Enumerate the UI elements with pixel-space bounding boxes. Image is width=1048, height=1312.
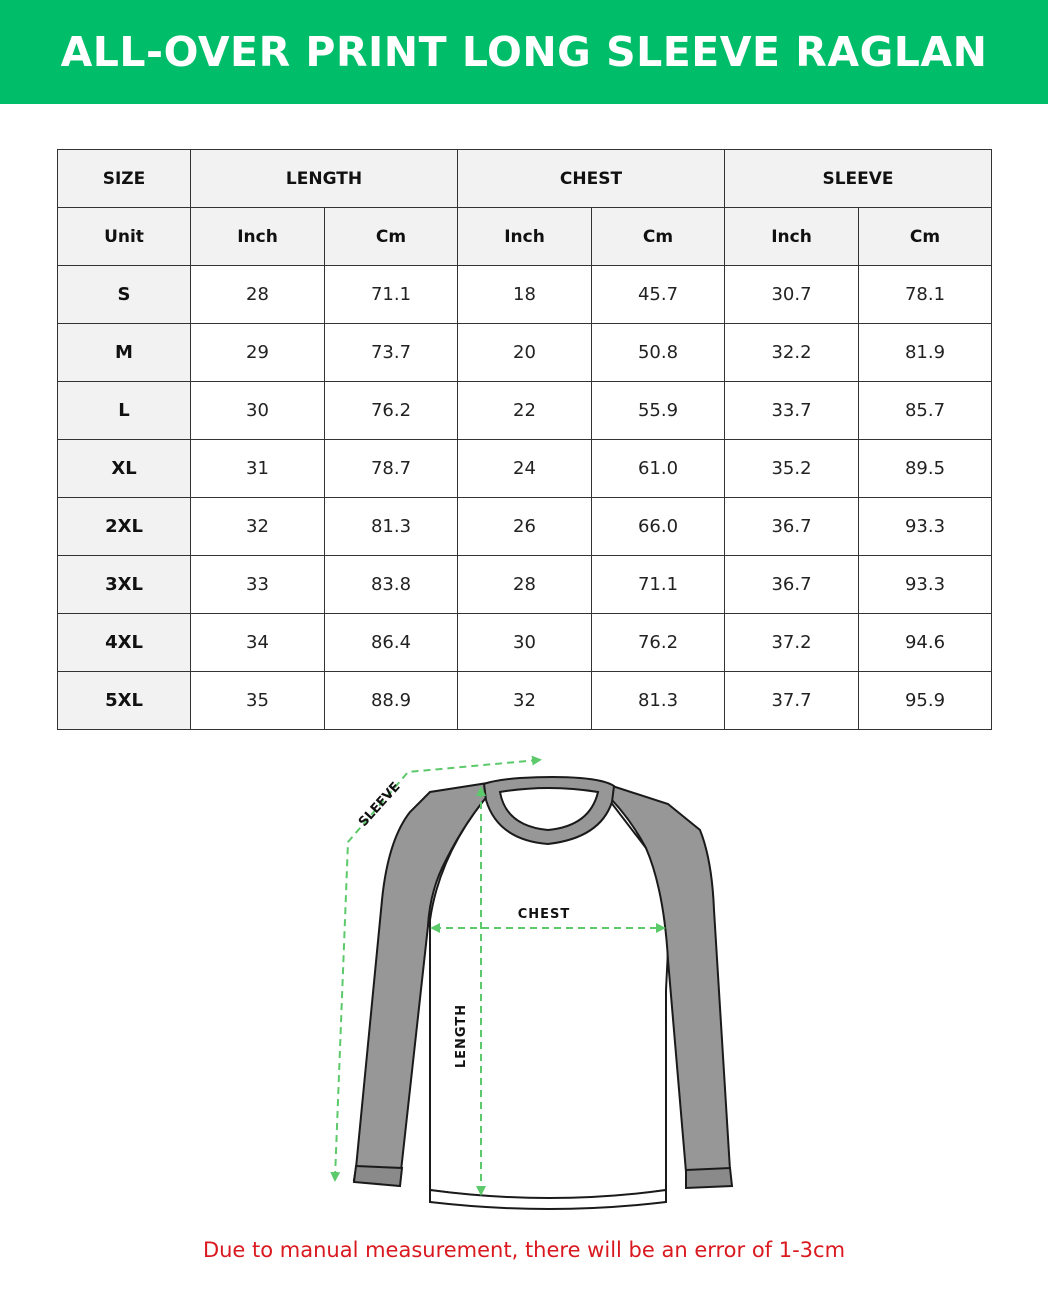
length-inch-cell: 30 (191, 382, 325, 440)
length-cm-cell: 78.7 (325, 440, 458, 498)
sleeve-inch-cell: 36.7 (725, 498, 859, 556)
header-size: SIZE (58, 150, 191, 208)
chest-inch-cell: 18 (458, 266, 592, 324)
size-cell: XL (58, 440, 191, 498)
length-cm-cell: 76.2 (325, 382, 458, 440)
length-cm-cell: 71.1 (325, 266, 458, 324)
length-inch-cell: 31 (191, 440, 325, 498)
size-cell: 3XL (58, 556, 191, 614)
chest-inch-cell: 22 (458, 382, 592, 440)
sleeve-inch-cell: 32.2 (725, 324, 859, 382)
sleeve-cm-cell: 93.3 (859, 556, 992, 614)
sleeve-inch-cell: 35.2 (725, 440, 859, 498)
measurement-note: Due to manual measurement, there will be an error of 1-3cm (202, 1238, 846, 1262)
title-banner (0, 0, 1048, 104)
header-unit: Unit (58, 208, 191, 266)
header-length: LENGTH (191, 150, 458, 208)
sleeve-cm-cell: 85.7 (859, 382, 992, 440)
table-row (58, 324, 992, 382)
chest-cm-cell: 61.0 (592, 440, 725, 498)
right-cuff (686, 1168, 732, 1188)
table-row (58, 556, 992, 614)
length-cm-cell: 83.8 (325, 556, 458, 614)
unit-sleeve-inch: Inch (725, 208, 859, 266)
table-row (58, 266, 992, 324)
length-inch-cell: 32 (191, 498, 325, 556)
table-row (58, 382, 992, 440)
length-inch-cell: 29 (191, 324, 325, 382)
sleeve-cm-cell: 78.1 (859, 266, 992, 324)
unit-length-cm: Cm (325, 208, 458, 266)
length-cm-cell: 86.4 (325, 614, 458, 672)
table-row (58, 672, 992, 730)
chest-cm-cell: 55.9 (592, 382, 725, 440)
sleeve-inch-cell: 37.7 (725, 672, 859, 730)
unit-chest-inch: Inch (458, 208, 592, 266)
chest-cm-cell: 50.8 (592, 324, 725, 382)
length-label: LENGTH (454, 1003, 469, 1069)
size-chart-table (57, 149, 992, 730)
table-row (58, 614, 992, 672)
sleeve-cm-cell: 94.6 (859, 614, 992, 672)
group-header-row (58, 150, 992, 208)
length-inch-cell: 33 (191, 556, 325, 614)
size-cell: M (58, 324, 191, 382)
size-cell: 2XL (58, 498, 191, 556)
chest-label: CHEST (517, 907, 571, 922)
sleeve-cm-cell: 81.9 (859, 324, 992, 382)
chest-inch-cell: 26 (458, 498, 592, 556)
shirt-diagram (0, 740, 1048, 1230)
size-cell: 4XL (58, 614, 191, 672)
chest-cm-cell: 66.0 (592, 498, 725, 556)
chest-inch-cell: 20 (458, 324, 592, 382)
table-row (58, 440, 992, 498)
chest-inch-cell: 30 (458, 614, 592, 672)
sleeve-cm-cell: 89.5 (859, 440, 992, 498)
length-cm-cell: 81.3 (325, 498, 458, 556)
size-cell: 5XL (58, 672, 191, 730)
page-title: ALL-OVER PRINT LONG SLEEVE RAGLAN (60, 28, 988, 76)
unit-sleeve-cm: Cm (859, 208, 992, 266)
length-inch-cell: 35 (191, 672, 325, 730)
unit-length-inch: Inch (191, 208, 325, 266)
sleeve-label: SLEEVE (355, 779, 404, 830)
sleeve-cm-cell: 93.3 (859, 498, 992, 556)
length-cm-cell: 88.9 (325, 672, 458, 730)
chest-cm-cell: 71.1 (592, 556, 725, 614)
shirt-body-panel (430, 788, 668, 1199)
length-cm-cell: 73.7 (325, 324, 458, 382)
sleeve-inch-cell: 33.7 (725, 382, 859, 440)
chest-inch-cell: 28 (458, 556, 592, 614)
sleeve-inch-cell: 36.7 (725, 556, 859, 614)
unit-header-row (58, 208, 992, 266)
chest-inch-cell: 32 (458, 672, 592, 730)
size-cell: L (58, 382, 191, 440)
header-chest: CHEST (458, 150, 725, 208)
header-sleeve: SLEEVE (725, 150, 992, 208)
sleeve-inch-cell: 30.7 (725, 266, 859, 324)
left-cuff (354, 1166, 402, 1186)
size-cell: S (58, 266, 191, 324)
sleeve-cm-cell: 95.9 (859, 672, 992, 730)
chest-cm-cell: 76.2 (592, 614, 725, 672)
chest-cm-cell: 81.3 (592, 672, 725, 730)
chest-cm-cell: 45.7 (592, 266, 725, 324)
sleeve-inch-cell: 37.2 (725, 614, 859, 672)
length-inch-cell: 34 (191, 614, 325, 672)
length-inch-cell: 28 (191, 266, 325, 324)
table-row (58, 498, 992, 556)
chest-inch-cell: 24 (458, 440, 592, 498)
unit-chest-cm: Cm (592, 208, 725, 266)
